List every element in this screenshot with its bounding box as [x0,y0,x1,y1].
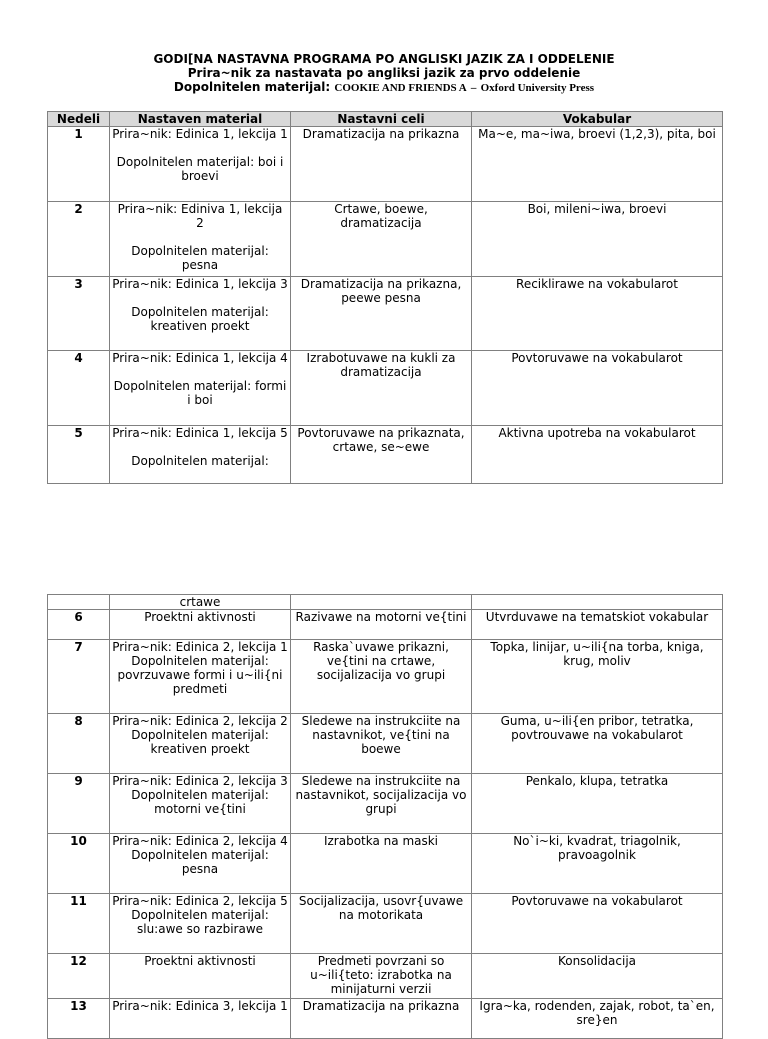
goals-cell: Sledewe na instrukciite na nastavnikot, ve{tini na boewe [291,714,472,774]
week-number: 12 [48,954,110,999]
material-supplementary: Dopolnitelen materijal: pesna [131,244,269,272]
material-cell [110,277,291,351]
column-header-vocabulary: Vokabular [472,112,723,127]
publisher: Oxford University Press [480,82,595,94]
goals-cell: Socijalizacija, usovr{uvawe na motorikata [291,894,472,954]
goals-cell: Izrabotka na maski [291,834,472,894]
paragraph-spacer [112,291,288,305]
week-number: 8 [48,714,110,774]
material-cell: Prira~nik: Edinica 2, lekcija 1 Dopolnitelen materijal: povrzuvawe formi i u~ili{ni predmeti [110,640,291,714]
goals-cell: Razivawe na motorni ve{tini [291,610,472,640]
book-title: COOKIE AND FRIENDS A [334,82,467,94]
vocabulary-cell: Aktivna upotreba na vokabularot [472,426,723,484]
material-cell: Prira~nik: Edinica 2, lekcija 3 Dopolnitelen materijal: motorni ve{tini [110,774,291,834]
vocabulary-cell: Guma, u~ili{en pribor, tetratka, povtrouvawe na vokabularot [472,714,723,774]
curriculum-table-page2 [47,594,723,1039]
supplementary-material-line [0,80,768,95]
vocabulary-cell: Igra~ka, rodenden, zajak, robot, ta`en, sre}en [472,999,723,1039]
week-number: 13 [48,999,110,1039]
continuation-row [48,595,723,610]
goals-cell: Dramatizacija na prikazna, peewe pesna [291,277,472,351]
material-supplementary: Dopolnitelen materijal: boi i broevi [116,155,284,183]
vocabulary-cell: Ma~e, ma~iwa, broevi (1,2,3), pita, boi [472,127,723,202]
material-cell: Proektni aktivnosti [110,610,291,640]
column-header-goals: Nastavni celi [291,112,472,127]
document-header [0,52,768,95]
paragraph-spacer [112,440,288,454]
table-header-row [48,112,723,127]
week-number: 3 [48,277,110,351]
vocabulary-cell: Topka, linijar, u~ili{na torba, kniga, krug, moliv [472,640,723,714]
material-primary: Prira~nik: Ediniva 1, lekcija 2 [117,202,283,230]
table-row [48,426,723,484]
material-supplementary: Dopolnitelen materijal: formi i boi [113,379,287,407]
supplementary-label: Dopolnitelen materijal: [173,80,331,94]
material-cell: Prira~nik: Edinica 3, lekcija 1 [110,999,291,1039]
column-header-material: Nastaven material [110,112,291,127]
table-row [48,640,723,714]
table-row [48,351,723,426]
material-cell: crtawe [110,595,291,610]
vocabulary-cell: Penkalo, klupa, tetratka [472,774,723,834]
material-cell: Proektni aktivnosti [110,954,291,999]
table-row [48,610,723,640]
material-supplementary: Dopolnitelen materijal: [131,454,269,468]
material-primary: Prira~nik: Edinica 1, lekcija 1 [112,127,288,141]
material-cell [110,202,291,277]
document-title: GODI[NA NASTAVNA PROGRAMA PO ANGLISKI JAZIK ZA I ODDELENIE [153,52,615,66]
material-cell [110,351,291,426]
vocabulary-cell [472,595,723,610]
column-header-weeks: Nedeli [48,112,110,127]
material-cell [110,426,291,484]
vocabulary-cell: No`i~ki, kvadrat, triagolnik, pravoagolnik [472,834,723,894]
goals-cell: Crtawe, boewe, dramatizacija [291,202,472,277]
title-dash: – [470,82,477,94]
week-number: 7 [48,640,110,714]
goals-cell: Izrabotuvawe na kukli za dramatizacija [291,351,472,426]
goals-cell [291,595,472,610]
week-number [48,595,110,610]
table-row [48,834,723,894]
week-number: 10 [48,834,110,894]
week-number: 9 [48,774,110,834]
curriculum-table-page1 [47,111,723,484]
material-cell [110,127,291,202]
goals-cell: Predmeti povrzani so u~ili{teto: izrabotka na minijaturni verzii [291,954,472,999]
material-primary: Prira~nik: Edinica 1, lekcija 4 [112,351,288,365]
table-row [48,127,723,202]
table-row [48,894,723,954]
vocabulary-cell: Boi, mileni~iwa, broevi [472,202,723,277]
table-row [48,202,723,277]
vocabulary-cell: Povtoruvawe na vokabularot [472,351,723,426]
vocabulary-cell: Povtoruvawe na vokabularot [472,894,723,954]
table-row [48,999,723,1039]
material-supplementary: Dopolnitelen materijal: kreativen proekt [131,305,269,333]
week-number: 1 [48,127,110,202]
material-cell: Prira~nik: Edinica 2, lekcija 4 Dopolnitelen materijal: pesna [110,834,291,894]
material-cell: Prira~nik: Edinica 2, lekcija 5 Dopolnitelen materijal: slu:awe so razbirawe [110,894,291,954]
week-number: 6 [48,610,110,640]
table-row [48,774,723,834]
week-number: 2 [48,202,110,277]
goals-cell: Dramatizacija na prikazna [291,999,472,1039]
paragraph-spacer [112,230,288,244]
material-primary: Prira~nik: Edinica 1, lekcija 5 [112,426,288,440]
document-subtitle: Prira~nik za nastavata po angliksi jazik za prvo oddelenie [187,66,581,80]
week-number: 11 [48,894,110,954]
vocabulary-cell: Reciklirawe na vokabularot [472,277,723,351]
vocabulary-cell: Utvrduvawe na tematskiot vokabular [472,610,723,640]
table-row [48,714,723,774]
goals-cell: Povtoruvawe na prikaznata, crtawe, se~ewe [291,426,472,484]
material-cell: Prira~nik: Edinica 2, lekcija 2 Dopolnitelen materijal: kreativen proekt [110,714,291,774]
goals-cell: Dramatizacija na prikazna [291,127,472,202]
week-number: 5 [48,426,110,484]
vocabulary-cell: Konsolidacija [472,954,723,999]
week-number: 4 [48,351,110,426]
goals-cell: Sledewe na instrukciite na nastavnikot, socijalizacija vo grupi [291,774,472,834]
goals-cell: Raska`uvawe prikazni, ve{tini na crtawe, socijalizacija vo grupi [291,640,472,714]
table-row [48,277,723,351]
paragraph-spacer [112,141,288,155]
material-primary: Prira~nik: Edinica 1, lekcija 3 [112,277,288,291]
paragraph-spacer [112,365,288,379]
table-row [48,954,723,999]
